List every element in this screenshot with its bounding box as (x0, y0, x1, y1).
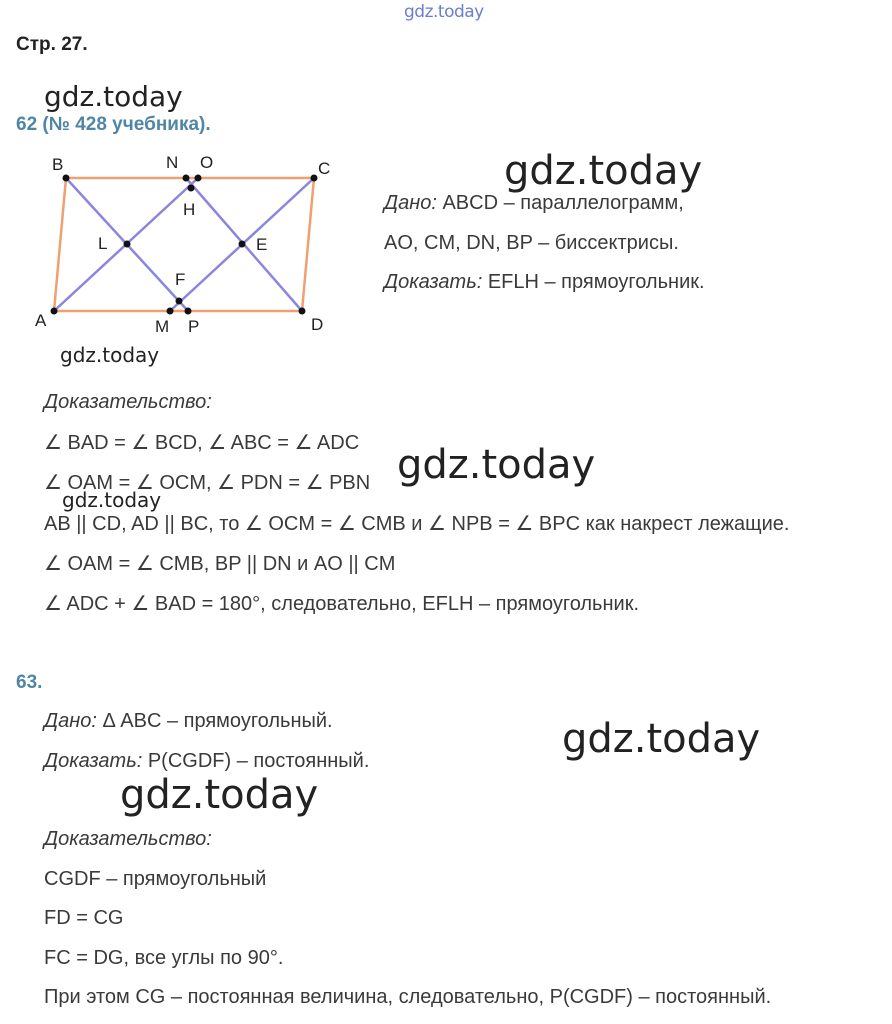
given-label: Дано: (44, 710, 97, 732)
given-62 (384, 192, 684, 215)
label-e: E (256, 235, 268, 254)
prove-62 (384, 271, 705, 294)
watermark-top: gdz.today (404, 2, 484, 22)
point-c (311, 175, 318, 182)
prove-label: Доказать: (44, 750, 143, 772)
label-f: F (175, 270, 186, 289)
point-f (176, 298, 183, 305)
label-p: P (188, 317, 200, 336)
proof-62-label: Доказательство: (44, 391, 212, 413)
watermark: gdz.today (504, 148, 703, 194)
label-h: H (183, 200, 196, 219)
proof-62-line: ∠ OAM = ∠ CMB, BP || DN и AO || CM (44, 553, 396, 575)
proof-63-line: FD = CG (44, 907, 124, 929)
proof-62-line: ∠ ADC + ∠ BAD = 180°, следовательно, EFLH – прямоугольник. (44, 593, 639, 615)
proof-62-line: ∠ BAD = ∠ BCD, ∠ ABC = ∠ ADC (44, 432, 360, 454)
label-b: B (52, 155, 64, 174)
parallelogram-figure (30, 150, 350, 340)
proof-63-label: Доказательство: (44, 828, 212, 850)
point-d (299, 308, 306, 315)
watermark: gdz.today (120, 772, 319, 818)
label-o: O (200, 153, 214, 172)
edge-ab (54, 178, 66, 311)
watermark: gdz.today (44, 80, 183, 113)
given-62-line2: AO, CM, DN, BP – биссектрисы. (384, 232, 679, 254)
point-m (167, 308, 174, 315)
task-63-heading: 63. (16, 672, 43, 693)
point-h (188, 185, 195, 192)
label-a: A (35, 311, 47, 330)
page-reference: Стр. 27. (16, 34, 88, 55)
label-c: C (318, 159, 331, 178)
watermark: gdz.today (562, 716, 761, 762)
proof-63-line: FC = DG, все углы по 90°. (44, 947, 284, 969)
point-n (183, 175, 190, 182)
given-63 (44, 710, 333, 733)
watermark: gdz.today (62, 488, 162, 512)
given-label: Дано: (384, 192, 437, 214)
prove-text: EFLH – прямоугольник. (482, 271, 705, 293)
proof-62-line: ∠ OAM = ∠ OCM, ∠ PDN = ∠ PBN (44, 472, 371, 494)
point-e (239, 241, 246, 248)
label-d: D (311, 315, 324, 334)
point-o (195, 175, 202, 182)
proof-63-line: При этом CG – постоянная величина, следовательно, P(CGDF) – постоянный. (44, 986, 772, 1008)
prove-63 (44, 750, 369, 773)
proof-63-line: CGDF – прямоугольный (44, 868, 267, 890)
label-m: M (155, 317, 170, 336)
label-l: L (98, 234, 108, 253)
prove-label: Доказать: (384, 271, 483, 293)
given-text: ABCD – параллелограмм, (436, 192, 684, 214)
watermark: gdz.today (397, 442, 596, 488)
point-l (124, 241, 131, 248)
label-n: N (166, 153, 179, 172)
proof-62-line: AB || CD, AD || BC, то ∠ OCM = ∠ CMB и ∠ NPB = ∠ BPC как накрест лежащие. (44, 513, 790, 535)
given-text: Δ ABC – прямоугольный. (96, 710, 333, 732)
point-a (51, 308, 58, 315)
task-62-heading: 62 (№ 428 учебника). (16, 114, 211, 135)
edge-cd (302, 178, 314, 311)
point-b (63, 175, 70, 182)
point-p (185, 308, 192, 315)
prove-text: P(CGDF) – постоянный. (142, 750, 370, 772)
watermark: gdz.today (60, 343, 160, 367)
